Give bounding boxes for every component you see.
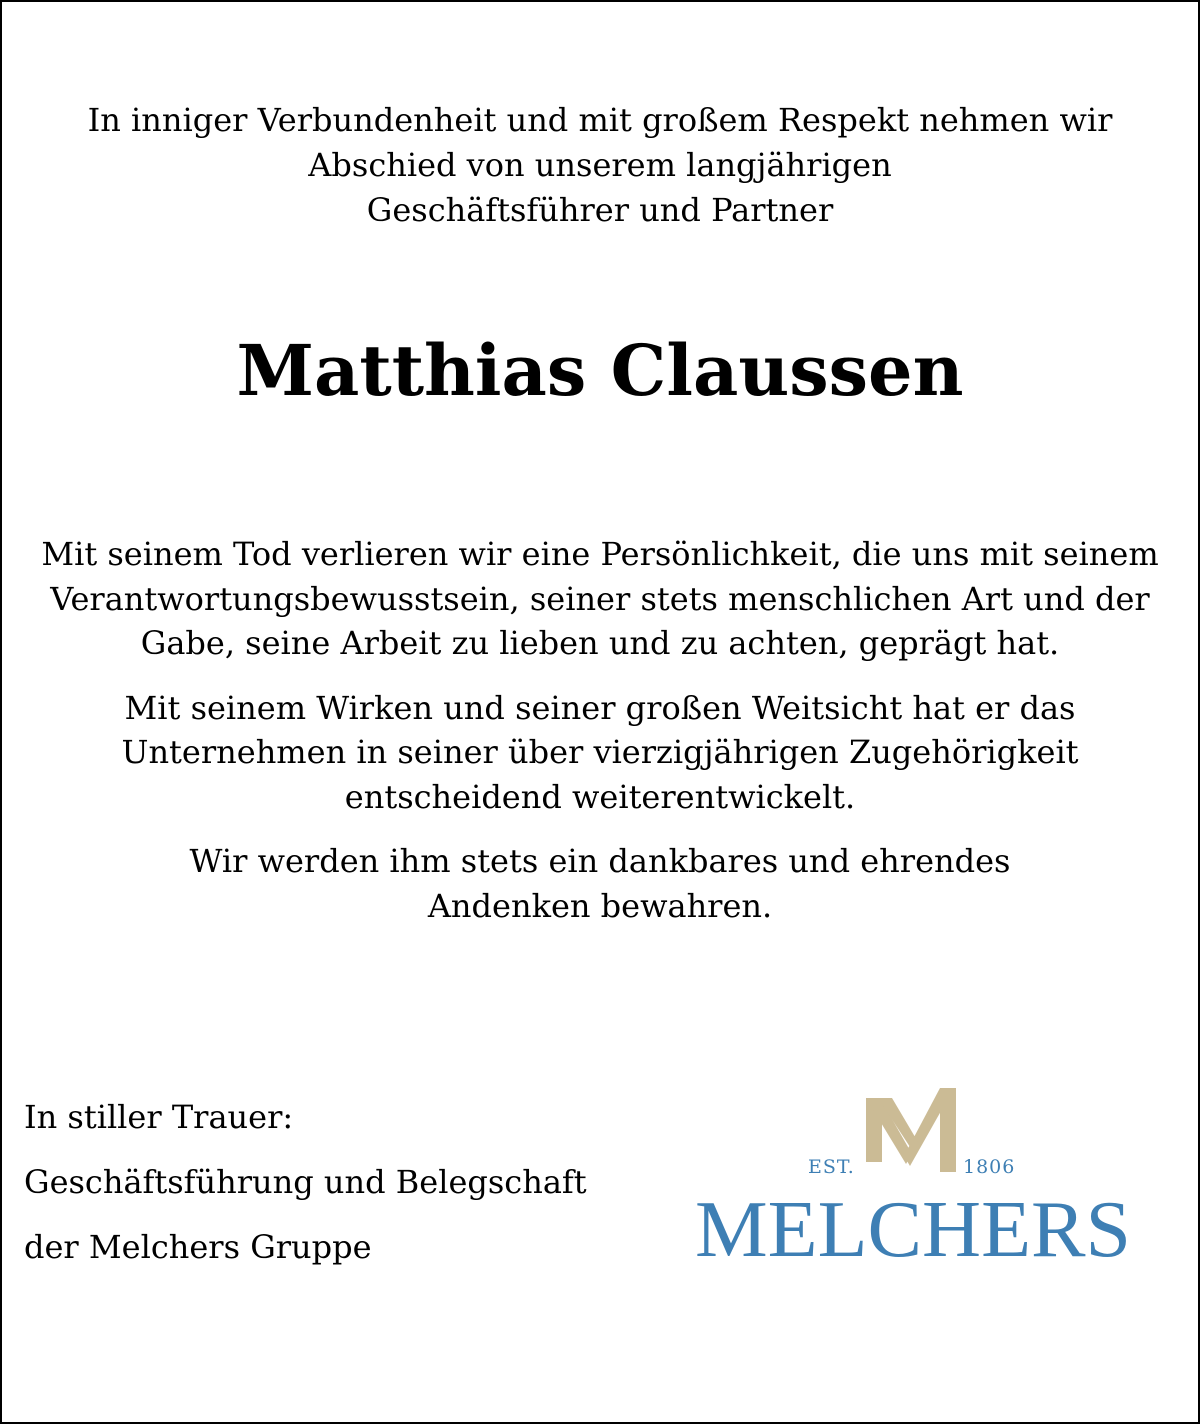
signature-line: Geschäftsführung und Belegschaft — [24, 1163, 587, 1201]
body-line: Mit seinem Wirken und seiner großen Weitsicht hat er das — [124, 688, 1076, 727]
body-line: Gabe, seine Arbeit zu lieben und zu achten, geprägt hat. — [140, 624, 1060, 662]
deceased-name: Matthias Claussen — [236, 329, 964, 412]
intro-line: Abschied von unserem langjährigen — [308, 146, 892, 184]
body-paragraph — [20, 686, 1180, 820]
m-monogram-icon — [866, 1088, 956, 1172]
body-line: Wir werden ihm stets ein dankbares und ehrendes — [189, 842, 1011, 880]
signature-block — [24, 1085, 587, 1280]
logo-est-label: EST. — [808, 1156, 855, 1178]
signature-line: der Melchers Gruppe — [24, 1228, 372, 1266]
body-line: Mit seinem Tod verlieren wir eine Persönlichkeit, die uns mit seinem — [41, 535, 1159, 573]
intro-line: In inniger Verbundenheit und mit großem Respekt nehmen wir — [87, 101, 1113, 139]
body-line: Verantwortungsbewusstsein, seiner stets menschlichen Art und der — [50, 579, 1150, 618]
body-line: entscheidend weiterentwickelt. — [344, 777, 856, 816]
body-paragraph — [20, 532, 1180, 666]
body-line: Andenken bewahren. — [427, 886, 773, 925]
logo-year-label: 1806 — [963, 1156, 1016, 1178]
melchers-logo — [688, 1084, 1138, 1264]
body-text — [20, 532, 1180, 948]
intro-line: Geschäftsführer und Partner — [366, 191, 834, 229]
signature-line: In stiller Trauer: — [24, 1098, 294, 1136]
body-line: Unternehmen in seiner über vierzigjährigen Zugehörigkeit — [121, 733, 1079, 771]
intro-text — [40, 98, 1160, 233]
body-paragraph — [20, 839, 1180, 928]
logo-wordmark: MELCHERS — [695, 1186, 1131, 1264]
melchers-logo-graphic — [688, 1084, 1138, 1264]
